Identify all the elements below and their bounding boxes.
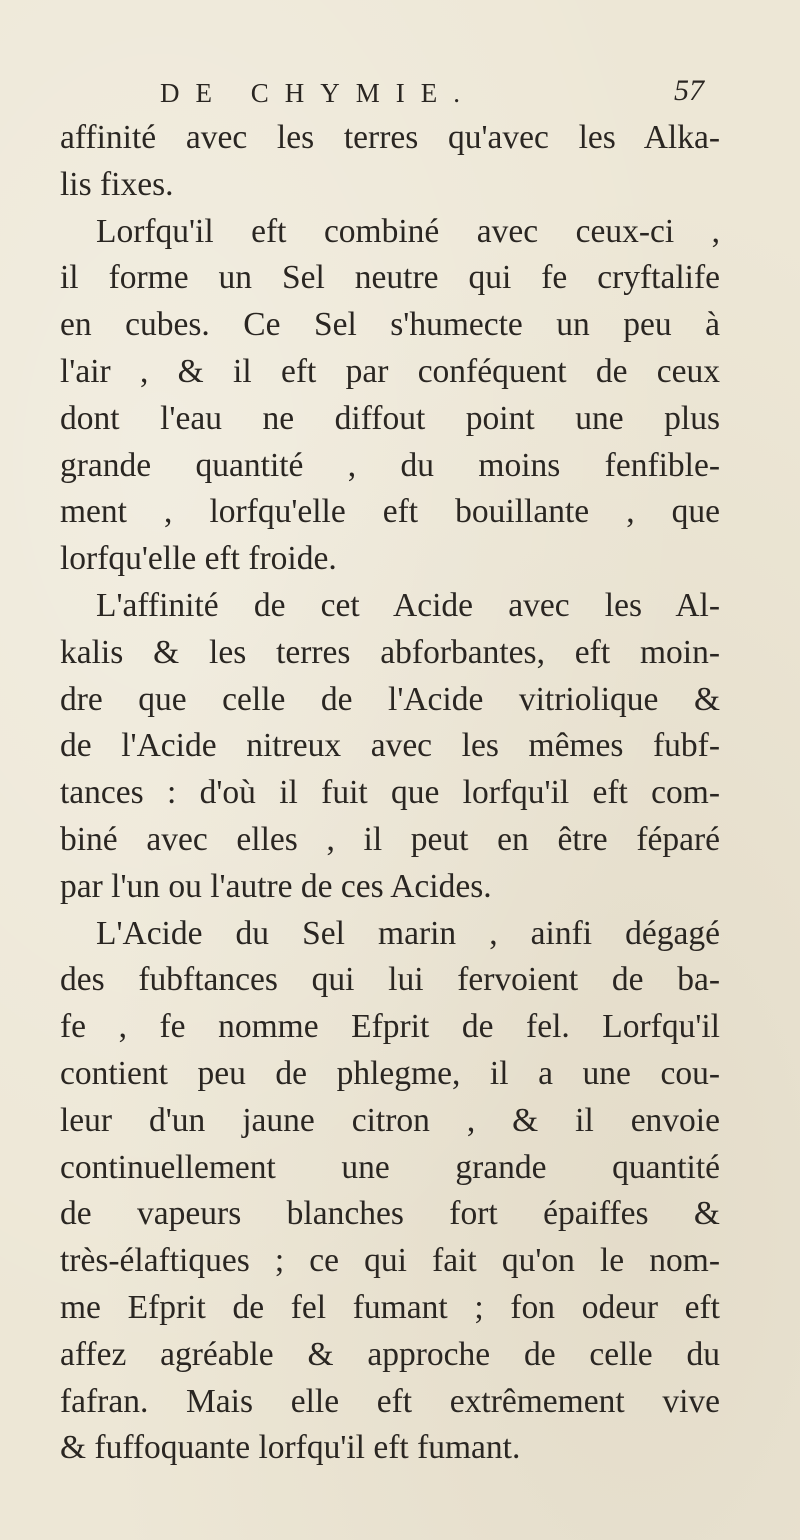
text-line: ment , lorfqu'elle eft bouillante , que xyxy=(60,493,720,531)
text-line: & fuffoquante lorfqu'il eft fumant. xyxy=(60,1429,521,1467)
text-line: kalis & les terres abforbantes, eft moin- xyxy=(60,633,720,671)
text-line: grande quantité , du moins fenfible- xyxy=(60,446,720,484)
text-line: par l'un ou l'autre de ces Acides. xyxy=(60,867,492,905)
text-line: fafran. Mais elle eft extrêmement vive xyxy=(60,1382,720,1420)
text-line: lis fixes. xyxy=(60,165,174,203)
text-line: affez agréable & approche de celle du xyxy=(60,1335,720,1373)
text-line: Lorfqu'il eft combiné avec ceux-ci , xyxy=(96,212,720,250)
running-title: DE CHYMIE. xyxy=(160,78,476,108)
text-line: biné avec elles , il peut en être féparé xyxy=(60,820,720,858)
text-line: dont l'eau ne diffout point une plus xyxy=(60,399,720,437)
text-line: très-élaftiques ; ce qui fait qu'on le nom- xyxy=(60,1242,720,1280)
text-line: affinité avec les terres qu'avec les Alka- xyxy=(60,119,720,156)
text-line: il forme un Sel neutre qui fe cryftalife xyxy=(60,259,720,297)
text-line: contient peu de phlegme, il a une cou- xyxy=(60,1054,720,1092)
text-line: tances : d'où il fuit que lorfqu'il eft com- xyxy=(60,774,720,812)
text-line: des fubftances qui lui fervoient de ba- xyxy=(60,961,720,999)
text-line: dre que celle de l'Acide vitriolique & xyxy=(60,680,720,718)
text-line: fe , fe nomme Efprit de fel. Lorfqu'il xyxy=(60,1008,720,1046)
text-line: en cubes. Ce Sel s'humecte un peu à xyxy=(60,306,720,344)
text-line: leur d'un jaune citron , & il envoie xyxy=(60,1101,720,1139)
text-line: l'air , & il eft par conféquent de ceux xyxy=(60,352,720,390)
text-line: lorfqu'elle eft froide. xyxy=(60,540,337,578)
text-line: de l'Acide nitreux avec les mêmes fubf- xyxy=(60,727,720,765)
running-head xyxy=(150,74,710,118)
body-text xyxy=(60,115,720,1472)
text-line: L'Acide du Sel marin , ainfi dégagé xyxy=(96,914,720,952)
text-line: L'affinité de cet Acide avec les Al- xyxy=(96,586,720,624)
text-line: continuellement une grande quantité xyxy=(60,1148,720,1186)
text-line: me Efprit de fel fumant ; fon odeur eft xyxy=(60,1288,720,1326)
text-line: de vapeurs blanches fort épaiffes & xyxy=(60,1195,720,1233)
page-number: 57 xyxy=(674,74,704,107)
